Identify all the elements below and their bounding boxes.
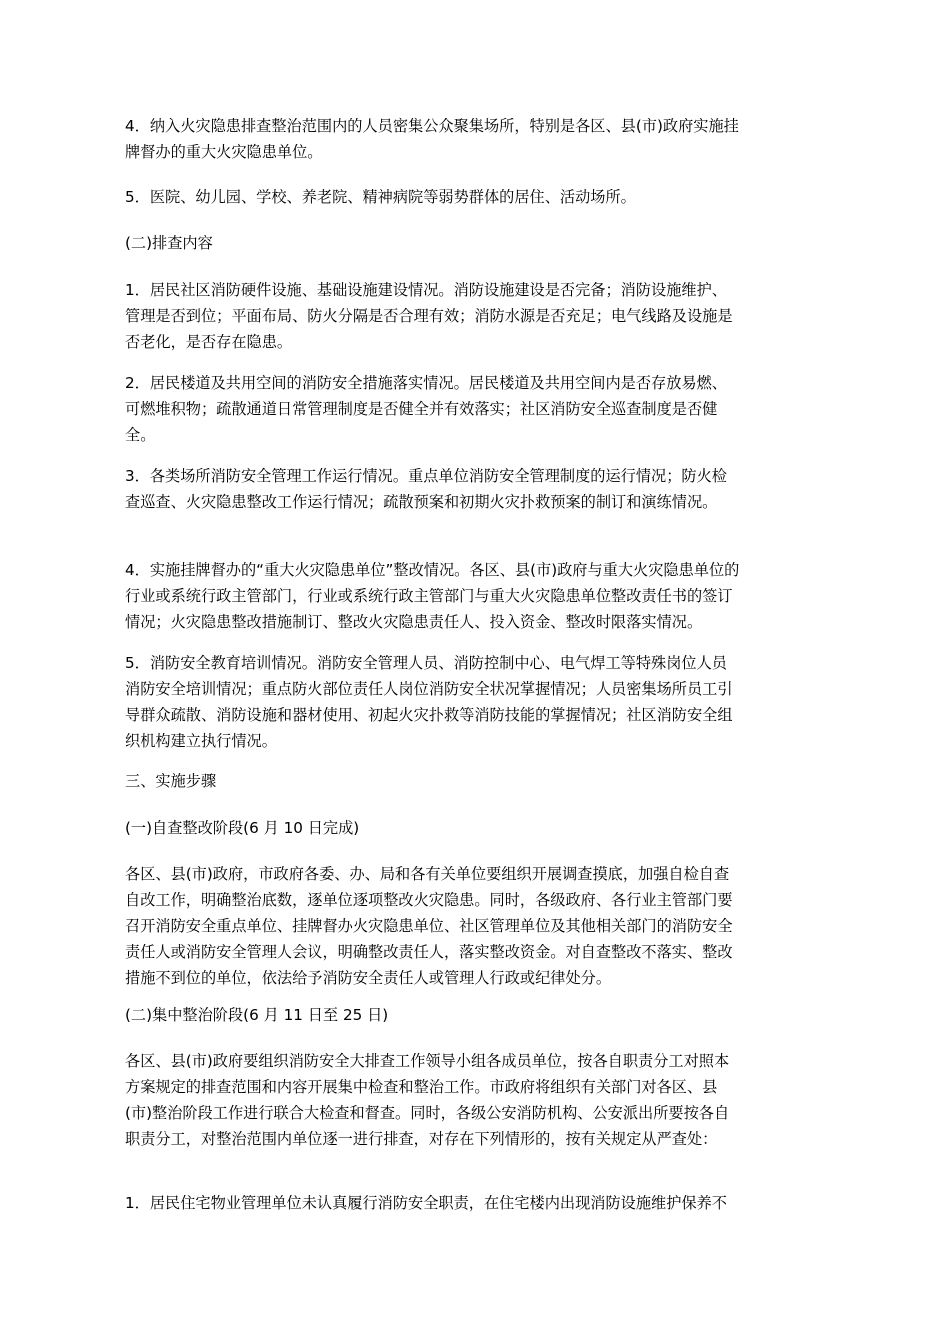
heading-line: (二)集中整治阶段(6 月 11 日至 25 日) xyxy=(125,1006,389,1024)
text-line: 5．医院、幼儿园、学校、养老院、精神病院等弱势群体的居住、活动场所。 xyxy=(125,188,636,206)
text-line: 4．纳入火灾隐患排查整治范围内的人员密集公众聚集场所，特别是各区、县(市)政府实施挂 xyxy=(125,117,739,135)
text-line: 可燃堆积物；疏散通道日常管理制度是否健全并有效落实；社区消防安全巡查制度是否健 xyxy=(125,400,718,418)
paragraph-content-2 xyxy=(125,370,837,448)
text-line: 方案规定的排查范围和内容开展集中检查和整治工作。市政府将组织有关部门对各区、县 xyxy=(125,1078,718,1096)
text-line: 5．消防安全教育培训情况。消防安全管理人员、消防控制中心、电气焊工等特殊岗位人员 xyxy=(125,654,727,672)
heading-line: (二)排查内容 xyxy=(125,234,213,252)
text-line: 召开消防安全重点单位、挂牌督办火灾隐患单位、社区管理单位及其他相关部门的消防安全 xyxy=(125,917,733,935)
paragraph-content-1 xyxy=(125,277,837,355)
text-line: 查巡查、火灾隐患整改工作运行情况；疏散预案和初期火灾扑救预案的制订和演练情况。 xyxy=(125,493,718,511)
paragraph-item-4-venues xyxy=(125,113,837,165)
section-heading-self-check-phase xyxy=(125,815,837,841)
text-line: 自改工作，明确整治底数，逐单位逐项整改火灾隐患。同时，各级政府、各行业主管部门要 xyxy=(125,891,733,909)
text-line: 管理是否到位；平面布局、防火分隔是否合理有效；消防水源是否充足；电气线路及设施是 xyxy=(125,307,733,325)
paragraph-content-3 xyxy=(125,463,837,515)
text-line: 2．居民楼道及共用空间的消防安全措施落实情况。居民楼道及共用空间内是否存放易燃、 xyxy=(125,374,727,392)
text-line: 行业或系统行政主管部门，行业或系统行政主管部门与重大火灾隐患单位整改责任书的签订 xyxy=(125,587,733,605)
text-line: 情况；火灾隐患整改措施制订、整改火灾隐患责任人、投入资金、整改时限落实情况。 xyxy=(125,613,703,631)
paragraph-violation-1 xyxy=(125,1190,837,1216)
text-line: 1．居民社区消防硬件设施、基础设施建设情况。消防设施建设是否完备；消防设施维护、 xyxy=(125,281,727,299)
text-line: 织机构建立执行情况。 xyxy=(125,732,277,750)
text-line: 3．各类场所消防安全管理工作运行情况。重点单位消防安全管理制度的运行情况；防火检 xyxy=(125,467,727,485)
text-line: 责任人或消防安全管理人会议，明确整改责任人，落实整改资金。对自查整改不落实、整改 xyxy=(125,943,733,961)
text-line: 全。 xyxy=(125,426,156,444)
paragraph-item-5-vulnerable xyxy=(125,184,837,210)
paragraph-concentrated xyxy=(125,1048,837,1152)
text-line: 职责分工，对整治范围内单位逐一进行排查，对存在下列情形的，按有关规定从严查处： xyxy=(125,1130,718,1148)
text-line: 消防安全培训情况；重点防火部位责任人岗位消防安全状况掌握情况；人员密集场所员工引 xyxy=(125,680,733,698)
section-heading-inspection-content xyxy=(125,230,837,256)
paragraph-content-5 xyxy=(125,650,837,754)
paragraph-content-4 xyxy=(125,557,837,635)
text-line: 1．居民住宅物业管理单位未认真履行消防安全职责，在住宅楼内出现消防设施维护保养不 xyxy=(125,1194,727,1212)
text-line: 否老化，是否存在隐患。 xyxy=(125,333,293,351)
text-line: 措施不到位的单位，依法给予消防安全责任人或管理人行政或纪律处分。 xyxy=(125,969,611,987)
section-heading-implementation-steps xyxy=(125,768,837,794)
text-line: 各区、县(市)政府，市政府各委、办、局和各有关单位要组织开展调查摸底，加强自检自查 xyxy=(125,865,730,883)
heading-line: 三、实施步骤 xyxy=(125,772,217,790)
paragraph-self-check xyxy=(125,861,837,991)
text-line: 牌督办的重大火灾隐患单位。 xyxy=(125,143,323,161)
text-line: 导群众疏散、消防设施和器材使用、初起火灾扑救等消防技能的掌握情况；社区消防安全组 xyxy=(125,706,733,724)
text-line: 4．实施挂牌督办的“重大火灾隐患单位”整改情况。各区、县(市)政府与重大火灾隐患单位的 xyxy=(125,561,740,579)
section-heading-concentrated-phase xyxy=(125,1002,837,1028)
text-line: (市)整治阶段工作进行联合大检查和督查。同时，各级公安消防机构、公安派出所要按各自 xyxy=(125,1104,730,1122)
text-line: 各区、县(市)政府要组织消防安全大排查工作领导小组各成员单位，按各自职责分工对照本 xyxy=(125,1052,730,1070)
heading-line: (一)自查整改阶段(6 月 10 日完成) xyxy=(125,819,360,837)
